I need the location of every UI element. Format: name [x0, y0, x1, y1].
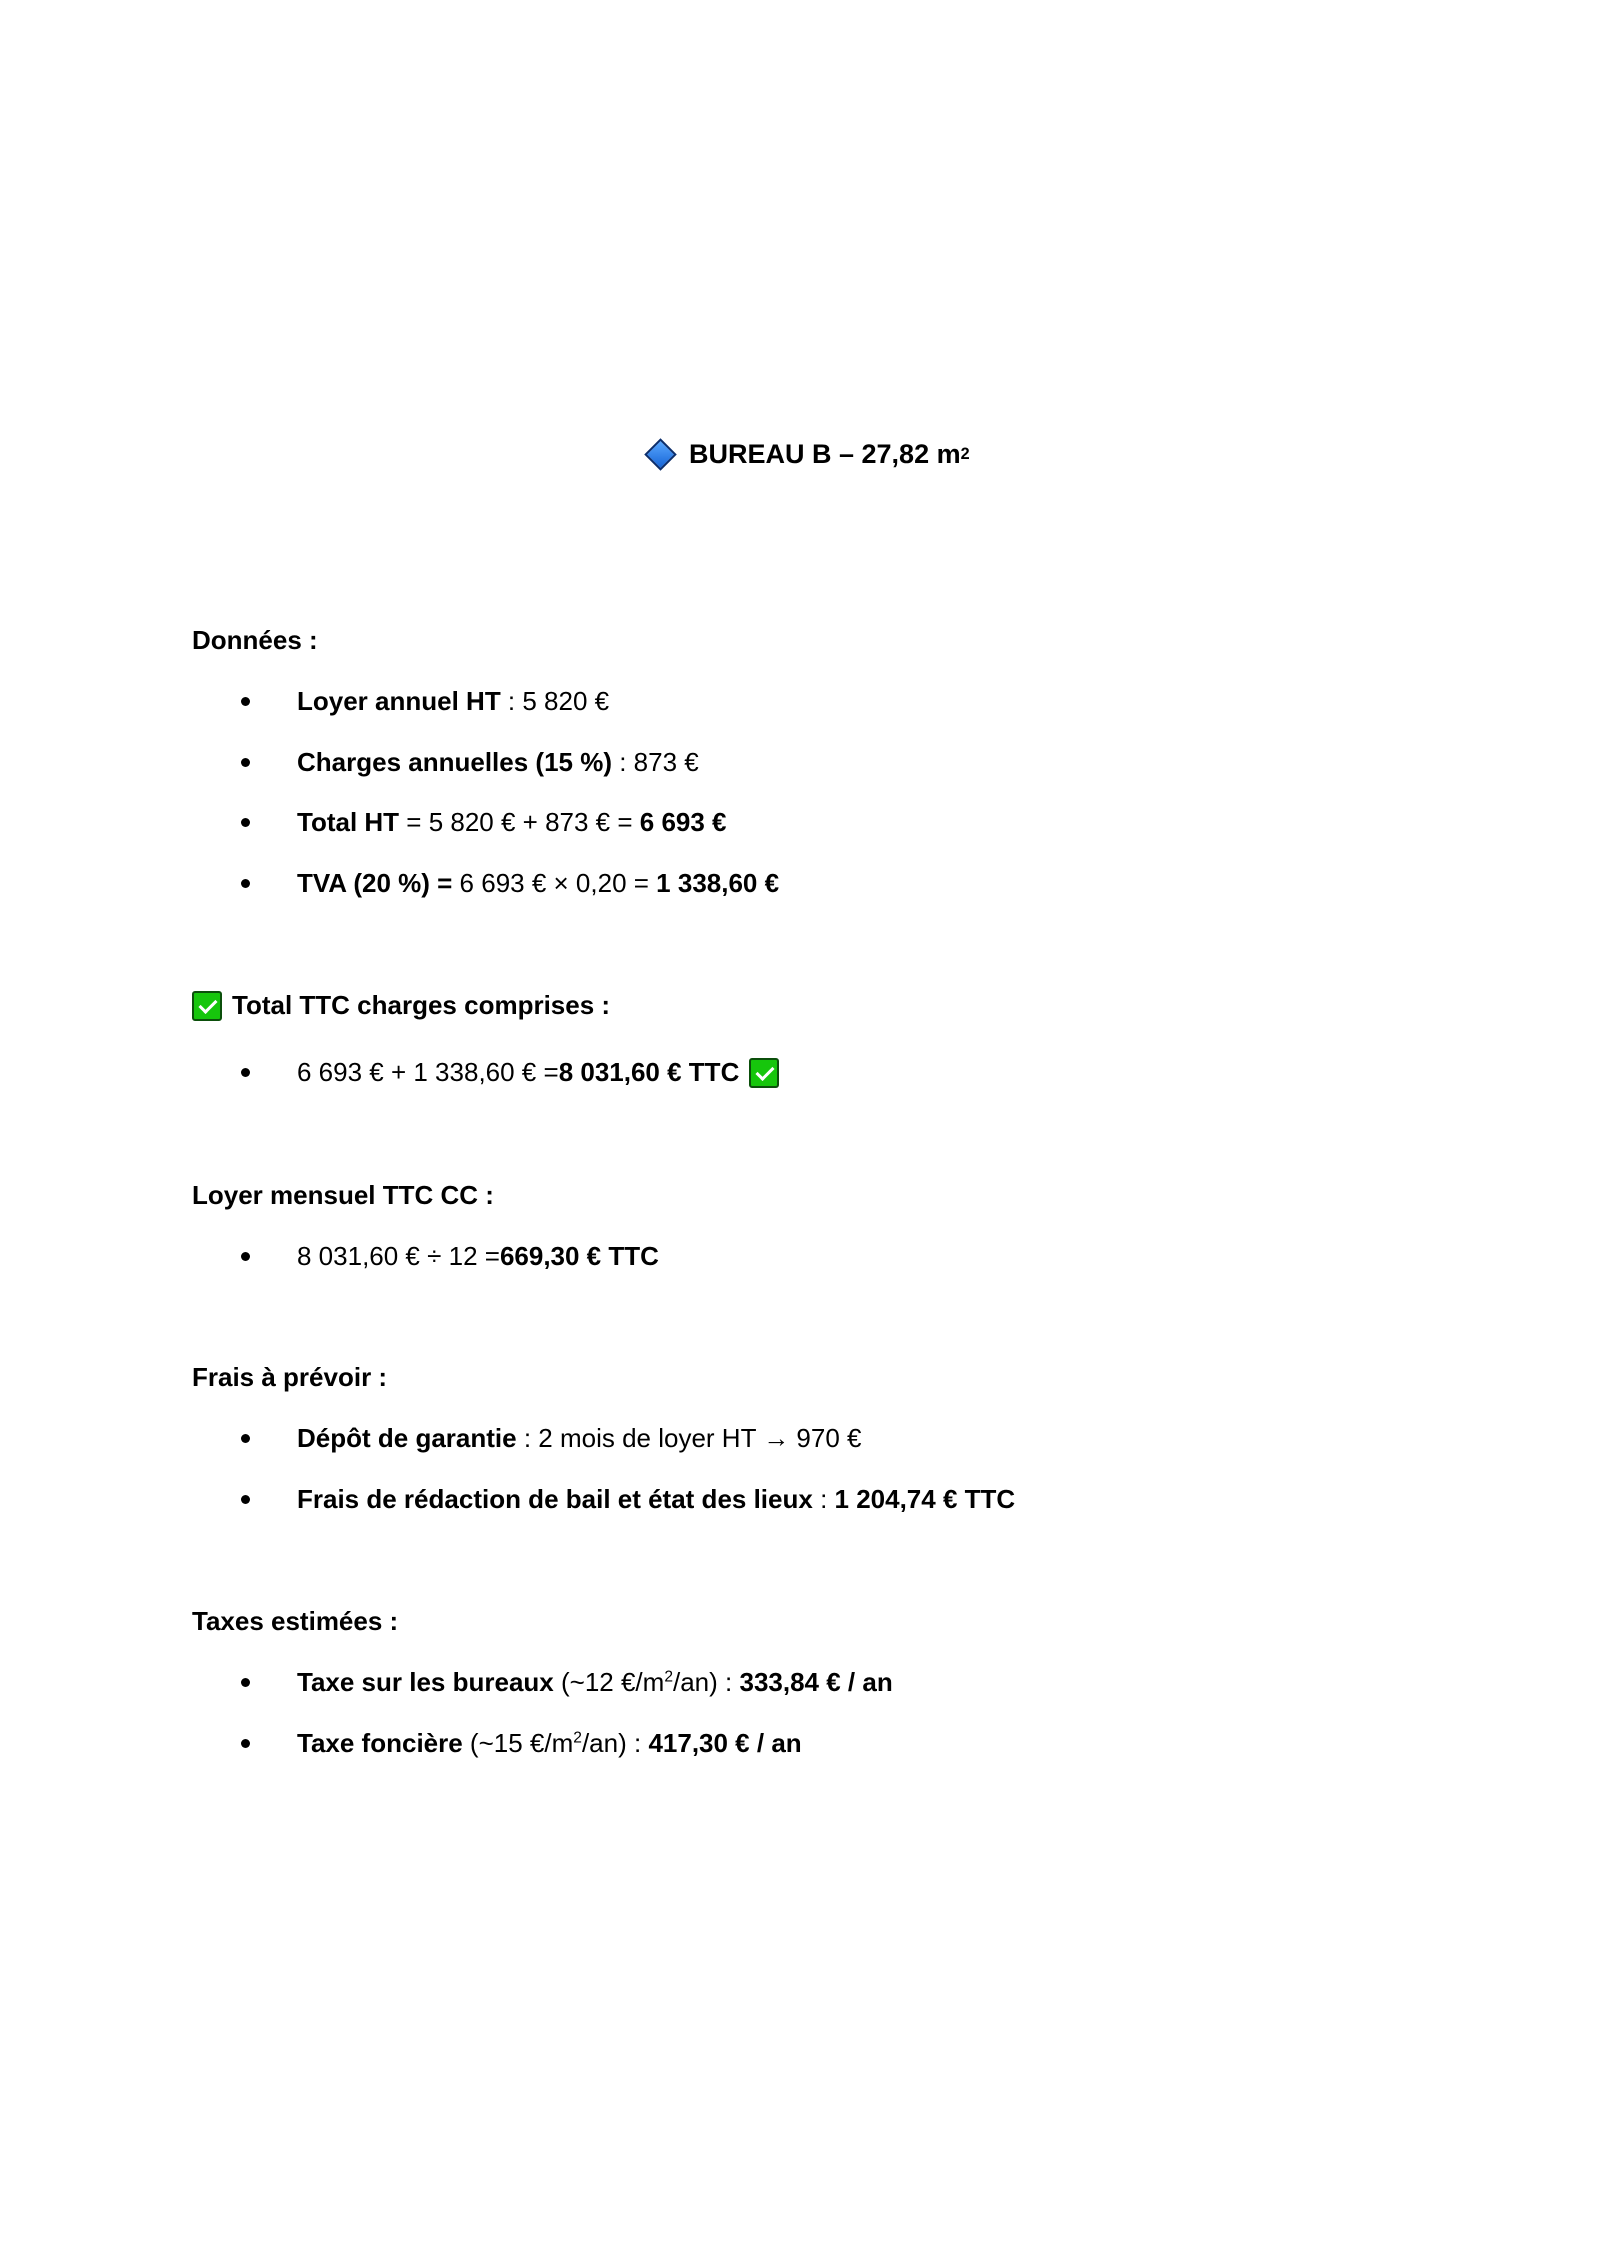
list-item [192, 1667, 893, 1698]
bullet-icon [241, 879, 250, 888]
item-label: TVA (20 %) = [297, 868, 453, 898]
page-title-text: BUREAU B – 27,82 m [689, 439, 961, 469]
bullet-icon [241, 1252, 250, 1261]
taxes-heading: Taxes estimées : [192, 1606, 399, 1636]
item-sup: 2 [573, 1729, 582, 1747]
bullet-icon [241, 758, 250, 767]
list-item [192, 686, 609, 717]
item-label: Taxe foncière [297, 1728, 463, 1758]
item-result: 417,30 € / an [648, 1728, 802, 1758]
item-value: 6 693 € + 1 338,60 € = [297, 1057, 559, 1087]
item-result: 1 204,74 € TTC [834, 1484, 1016, 1514]
item-value: : 873 € [612, 747, 699, 777]
item-result: 6 693 € [639, 807, 727, 837]
item-label: Dépôt de garantie [297, 1423, 517, 1453]
item-label: Taxe sur les bureaux [297, 1667, 554, 1697]
list-item [192, 807, 727, 838]
item-value: 6 693 € × 0,20 = [452, 868, 657, 898]
bullet-icon [241, 1678, 250, 1687]
total-ttc-heading [192, 990, 610, 1021]
loyer-mensuel-heading: Loyer mensuel TTC CC : [192, 1180, 494, 1210]
item-value: (~12 €/m [553, 1667, 665, 1697]
item-result: 1 338,60 € [656, 868, 780, 898]
item-result: 333,84 € / an [739, 1667, 893, 1697]
list-item [192, 1057, 779, 1088]
total-ttc-heading-text: Total TTC charges comprises : [232, 990, 611, 1020]
donnees-heading: Données : [192, 625, 318, 655]
item-value: /an) : [673, 1667, 740, 1697]
item-label: Total HT [297, 807, 400, 837]
item-result: 8 031,60 € TTC [558, 1057, 740, 1087]
bullet-icon [241, 818, 250, 827]
list-item [192, 1241, 659, 1272]
item-value: : 2 mois de loyer HT → 970 € [516, 1423, 862, 1453]
item-value: = 5 820 € + 873 € = [399, 807, 640, 837]
list-item [192, 747, 699, 778]
item-label: Frais de rédaction de bail et état des lieux [297, 1484, 813, 1514]
bullet-icon [241, 1495, 250, 1504]
item-value: (~15 €/m [462, 1728, 574, 1758]
check-mark-button-icon [192, 991, 222, 1021]
list-item [192, 868, 779, 899]
item-value: 8 031,60 € ÷ 12 = [297, 1241, 500, 1271]
bullet-icon [241, 697, 250, 706]
blue-diamond-icon [644, 438, 677, 471]
list-item [192, 1423, 862, 1454]
list-item [192, 1728, 802, 1759]
list-item [192, 1484, 1015, 1515]
item-value: /an) : [581, 1728, 649, 1758]
frais-heading: Frais à prévoir : [192, 1362, 388, 1392]
item-label: Loyer annuel HT [297, 686, 501, 716]
check-mark-button-icon [749, 1058, 779, 1088]
bullet-icon [241, 1434, 250, 1443]
item-value: : 5 820 € [500, 686, 610, 716]
bullet-icon [241, 1068, 250, 1077]
item-sup: 2 [664, 1668, 673, 1686]
item-value: : [812, 1484, 835, 1514]
page-title: BUREAU B – 27,82 m 2 [645, 438, 970, 470]
bullet-icon [241, 1739, 250, 1748]
item-result: 669,30 € TTC [499, 1241, 659, 1271]
item-label: Charges annuelles (15 %) [297, 747, 612, 777]
